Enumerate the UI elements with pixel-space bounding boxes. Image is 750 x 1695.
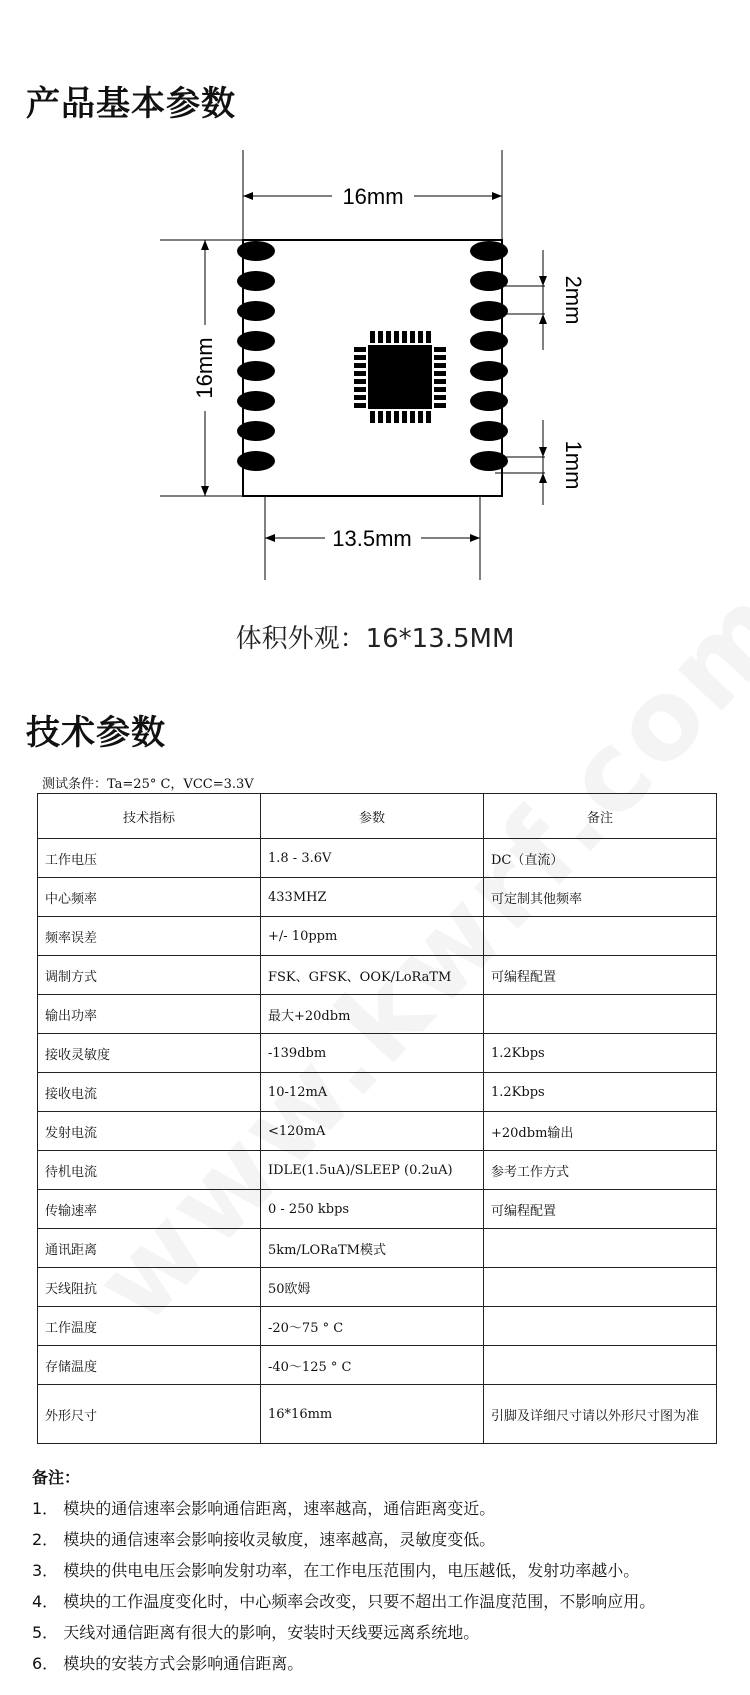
chip-pin xyxy=(426,331,431,343)
cell-spec: 频率误差 xyxy=(38,917,261,956)
chip-pin xyxy=(418,331,423,343)
chip-pin xyxy=(434,379,446,384)
table-row xyxy=(38,878,717,917)
chip-pin xyxy=(402,331,407,343)
chip-pin xyxy=(354,379,366,384)
section-title-tech-params: 技术参数 xyxy=(26,713,166,753)
note-item: 1． 模块的通信速率会影响通信距离，速率越高，通信距离变近。 xyxy=(32,1499,496,1518)
chip-pin xyxy=(434,355,446,360)
cell-value: 50欧姆 xyxy=(261,1268,484,1307)
header-value: 参数 xyxy=(261,794,484,839)
chip-pin xyxy=(434,363,446,368)
chip-pin xyxy=(434,395,446,400)
chip-pin xyxy=(378,331,383,343)
cell-value: 5km/LORaTM模式 xyxy=(261,1229,484,1268)
cell-spec: 接收电流 xyxy=(38,1073,261,1112)
cell-spec: 调制方式 xyxy=(38,956,261,995)
chip-pin xyxy=(410,411,415,423)
cell-remark: DC（直流） xyxy=(484,839,717,878)
cell-remark: 引脚及详细尺寸请以外形尺寸图为准 xyxy=(484,1385,717,1444)
cell-spec: 输出功率 xyxy=(38,995,261,1034)
cell-spec: 中心频率 xyxy=(38,878,261,917)
cell-value: 10-12mA xyxy=(261,1073,484,1112)
table-row xyxy=(38,1034,717,1073)
cell-value: <120mA xyxy=(261,1112,484,1151)
pad-right xyxy=(470,271,508,291)
pad-right xyxy=(470,451,508,471)
cell-value: -40～125 ° C xyxy=(261,1346,484,1385)
pad-left xyxy=(237,331,275,351)
pad-right xyxy=(470,241,508,261)
cell-remark xyxy=(484,995,717,1034)
chip-pin xyxy=(354,403,366,408)
cell-value: 最大+20dbm xyxy=(261,995,484,1034)
chip-pin xyxy=(426,411,431,423)
table-row xyxy=(38,956,717,995)
cell-remark: +20dbm输出 xyxy=(484,1112,717,1151)
header-spec: 技术指标 xyxy=(38,794,261,839)
notes-section xyxy=(32,1462,655,1679)
table-row xyxy=(38,1151,717,1190)
pad-left xyxy=(237,241,275,261)
volume-caption: 体积外观：16*13.5MM xyxy=(235,624,515,654)
table-row xyxy=(38,1385,717,1444)
cell-value: 433MHZ xyxy=(261,878,484,917)
pin-pitch-label: 2mm xyxy=(561,275,586,325)
cell-remark xyxy=(484,1229,717,1268)
table-row xyxy=(38,839,717,878)
note-item: 3． 模块的供电电压会影响发射功率，在工作电压范围内，电压越低，发射功率越小。 xyxy=(32,1561,640,1580)
chip-pin xyxy=(418,411,423,423)
chip-pin xyxy=(434,347,446,352)
notes-title: 备注： xyxy=(32,1468,81,1487)
cell-spec: 通讯距离 xyxy=(38,1229,261,1268)
cell-remark: 可编程配置 xyxy=(484,1190,717,1229)
table-row xyxy=(38,917,717,956)
cell-remark: 1.2Kbps xyxy=(484,1073,717,1112)
cell-spec: 待机电流 xyxy=(38,1151,261,1190)
cell-spec: 存储温度 xyxy=(38,1346,261,1385)
table-row xyxy=(38,1307,717,1346)
cell-value: 0 - 250 kbps xyxy=(261,1190,484,1229)
chip-pin xyxy=(354,395,366,400)
cell-remark xyxy=(484,917,717,956)
note-item: 5． 天线对通信距离有很大的影响，安装时天线要远离系统地。 xyxy=(32,1623,480,1642)
pad-width-label: 1mm xyxy=(561,440,586,490)
cell-spec: 外形尺寸 xyxy=(38,1385,261,1444)
chip-pin xyxy=(354,371,366,376)
table-row xyxy=(38,995,717,1034)
cell-spec: 工作电压 xyxy=(38,839,261,878)
table-row xyxy=(38,1229,717,1268)
cell-value: 16*16mm xyxy=(261,1385,484,1444)
height-dimension-label: 16mm xyxy=(192,337,217,399)
inner-width-dimension-label: 13.5mm xyxy=(332,526,412,551)
table-row xyxy=(38,1190,717,1229)
cell-remark xyxy=(484,1346,717,1385)
pad-right xyxy=(470,331,508,351)
cell-spec: 接收灵敏度 xyxy=(38,1034,261,1073)
pad-right xyxy=(470,301,508,321)
chip-pin xyxy=(370,411,375,423)
pad-left xyxy=(237,421,275,441)
chip-pin xyxy=(354,355,366,360)
cell-value: FSK、GFSK、OOK/LoRaTM xyxy=(261,956,484,995)
chip-pin xyxy=(434,403,446,408)
pad-right xyxy=(470,421,508,441)
chip-pin xyxy=(370,331,375,343)
chip-pin xyxy=(410,331,415,343)
note-item: 2． 模块的通信速率会影响接收灵敏度，速率越高，灵敏度变低。 xyxy=(32,1530,496,1549)
cell-remark: 可定制其他频率 xyxy=(484,878,717,917)
table-row xyxy=(38,1073,717,1112)
chip-pin xyxy=(434,371,446,376)
cell-value: +/- 10ppm xyxy=(261,917,484,956)
pad-left xyxy=(237,301,275,321)
chip-pin xyxy=(354,387,366,392)
cell-value: IDLE(1.5uA)/SLEEP (0.2uA) xyxy=(261,1151,484,1190)
chip-pin xyxy=(354,347,366,352)
cell-remark: 1.2Kbps xyxy=(484,1034,717,1073)
test-condition: 测试条件：Ta=25° C，VCC=3.3V xyxy=(42,777,254,792)
module-dimension-diagram xyxy=(0,120,750,580)
cell-spec: 传输速率 xyxy=(38,1190,261,1229)
chip-pin xyxy=(434,387,446,392)
cell-value: 1.8 - 3.6V xyxy=(261,839,484,878)
table-row xyxy=(38,1112,717,1151)
pad-left xyxy=(237,271,275,291)
pad-right xyxy=(470,361,508,381)
cell-remark xyxy=(484,1268,717,1307)
chip-pin xyxy=(386,411,391,423)
spec-table xyxy=(37,793,717,1444)
header-remark: 备注 xyxy=(484,794,717,839)
chip-pin xyxy=(394,331,399,343)
cell-remark xyxy=(484,1307,717,1346)
cell-remark: 参考工作方式 xyxy=(484,1151,717,1190)
chip-pin xyxy=(386,331,391,343)
section-title-basic-params: 产品基本参数 xyxy=(26,84,236,124)
cell-value: -20～75 ° C xyxy=(261,1307,484,1346)
pad-left xyxy=(237,451,275,471)
pad-left xyxy=(237,391,275,411)
table-row xyxy=(38,1346,717,1385)
table-header-row xyxy=(38,794,717,839)
table-row xyxy=(38,1268,717,1307)
cell-spec: 天线阻抗 xyxy=(38,1268,261,1307)
cell-value: -139dbm xyxy=(261,1034,484,1073)
note-item: 4． 模块的工作温度变化时，中心频率会改变，只要不超出工作温度范围，不影响应用。 xyxy=(32,1592,656,1611)
chip-icon xyxy=(354,331,446,423)
cell-spec: 工作温度 xyxy=(38,1307,261,1346)
width-dimension-label: 16mm xyxy=(342,184,404,209)
chip-pin xyxy=(354,363,366,368)
chip-pin xyxy=(402,411,407,423)
chip-pin xyxy=(378,411,383,423)
cell-remark: 可编程配置 xyxy=(484,956,717,995)
pad-right xyxy=(470,391,508,411)
note-item: 6． 模块的安装方式会影响通信距离。 xyxy=(32,1654,304,1673)
pad-left xyxy=(237,361,275,381)
chip-pin xyxy=(394,411,399,423)
cell-spec: 发射电流 xyxy=(38,1112,261,1151)
